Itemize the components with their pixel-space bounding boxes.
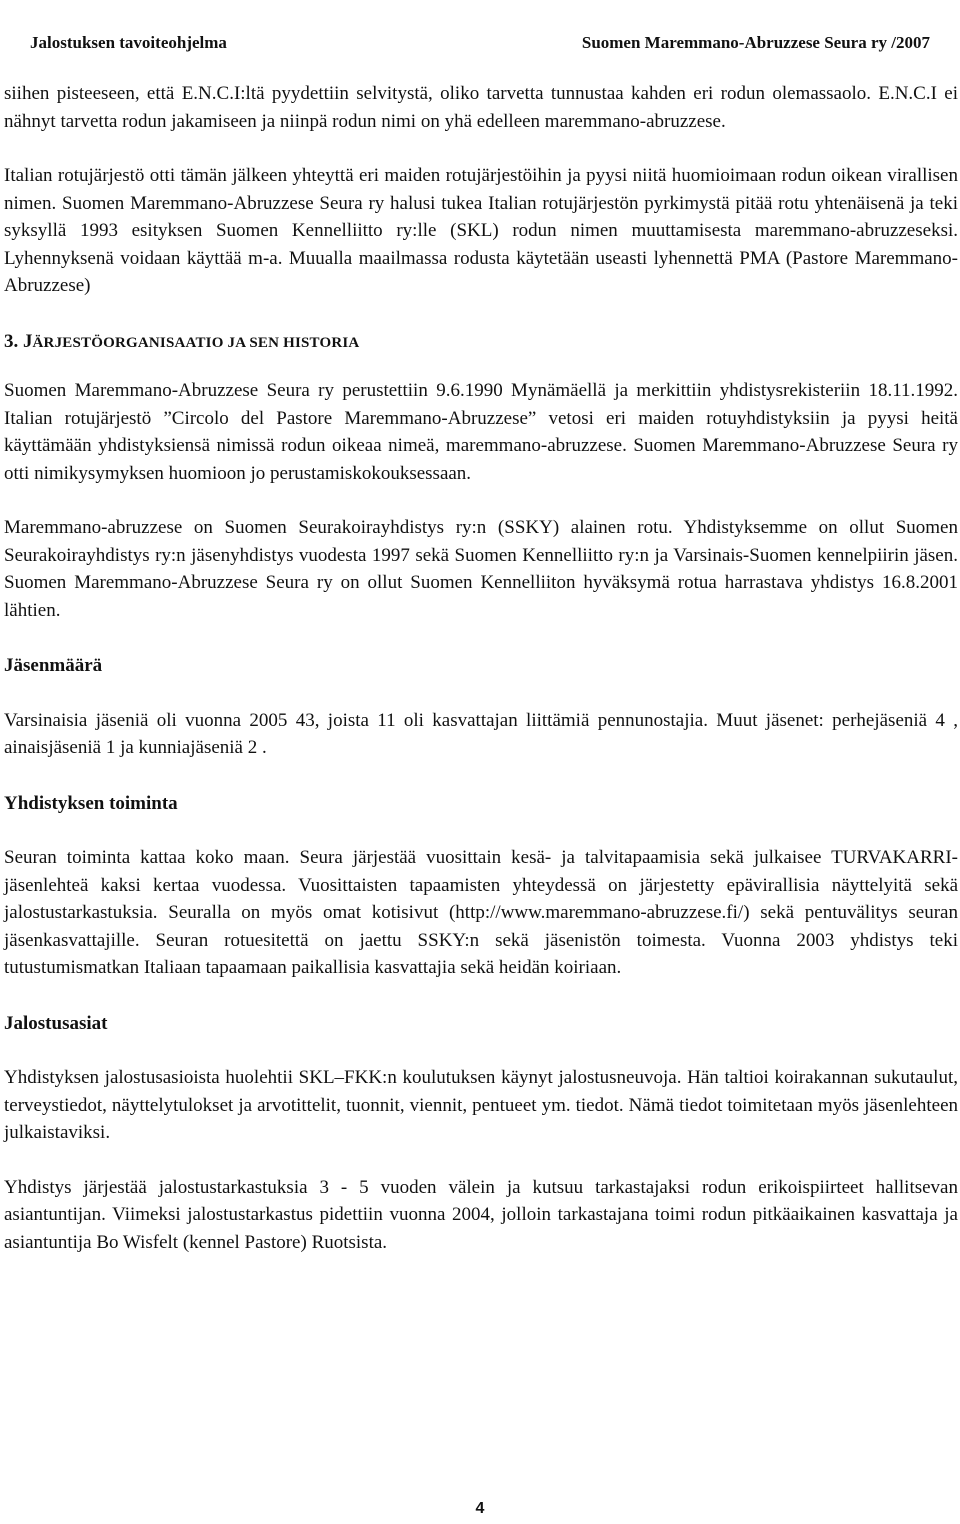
- paragraph-founding: Suomen Maremmano-Abruzzese Seura ry perustettiin 9.6.1990 Mynämäellä ja merkittiin yhdistysrekisteriin 18.11.1992. Italian rotujärjestö ”Circolo del Pastore Maremmano-Abruzzese” vetosi eri maiden rotuyhdistyksiin ja pyysi heitä käyttämään yhdistyksiensä nimissä rodun oikeaa nimeä, maremmano-abruzzese. Suomen Maremmano-Abruzzese Seura ry otti nimikysymyksen huomioon jo perustamiskokouksessaan.: [4, 380, 958, 484]
- paragraph-members: Varsinaisia jäseniä oli vuonna 2005 43, joista 11 oli kasvattajan liittämiä pennunostajia. Muut jäsenet: perhejäseniä 4 , ainaisjäseniä 1 ja kunniajäseniä 2 .: [4, 709, 958, 758]
- section-heading-initial: J: [23, 330, 33, 352]
- paragraph-italian-association: Italian rotujärjestö otti tämän jälkeen yhteyttä eri maiden rotujärjestöihin ja pyysi niitä huomioimaan rodun oikean virallisen nimen. Suomen Maremmano-Abruzzese Seura ry halusi tukea Italian rotujärjestön pyrkimystä pitää rotu yhtenäisenä ja teki syksyllä 1993 esityksen Suomen Kennelliitto ry:lle (SKL) rodun nimen muuttamisesta maremmano-abruzzeseksi. Lyhennyksenä voidaan käyttää m-a. Muualla maailmassa rodusta käytetään useasti lyhennettä PMA (Pastore Maremmano-Abruzzese): [4, 165, 958, 296]
- header-right-title: Suomen Maremmano-Abruzzese Seura ry /2007: [581, 33, 930, 52]
- paragraph-enci: siihen pisteeseen, että E.N.C.I:ltä pyydettiin selvitystä, oliko tarvetta tunnustaa kahden eri rodun olemassaolo. E.N.C.I ei nähnyt tarvetta rodun jakamiseen ja niinpä rodun nimi on yhä edelleen maremmano-abruzzese.: [4, 83, 958, 132]
- paragraph-ssky: Maremmano-abruzzese on Suomen Seurakoirayhdistys ry:n (SSKY) alainen rotu. Yhdistyksemme on ollut Suomen Seurakoirayhdistys ry:n jäsenyhdistys vuodesta 1997 sekä Suomen Kennelliitto ry:n ja Varsinais-Suomen kennelpiirin jäsen. Suomen Maremmano-Abruzzese Seura ry on ollut Suomen Kennelliiton hyväksymä rotua harrastava yhdistys 16.8.2001 lähtien.: [4, 517, 958, 621]
- paragraph-breeding-inspections: Yhdistys järjestää jalostustarkastuksia 3 - 5 vuoden välein ja kutsuu tarkastajaksi rodun erikoispiirteet hallitsevan asiantuntijan. Viimeksi jalostustarkastus pidettiin vuonna 2004, jolloin tarkastajana toimi rodun pitkäaikainen kasvattaja ja asiantuntija Bo Wisfelt (kennel Pastore) Ruotsista.: [4, 1176, 958, 1253]
- subheading-activity: Yhdistyksen toiminta: [4, 792, 178, 814]
- header-left-title: Jalostuksen tavoiteohjelma: [30, 33, 227, 52]
- page-header: [30, 33, 930, 53]
- subheading-breeding: Jalostusasiat: [4, 1012, 108, 1034]
- document-body: [4, 80, 958, 1256]
- section-number: 3.: [4, 330, 23, 352]
- paragraph-breeding-advisor: Yhdistyksen jalostusasioista huolehtii SKL–FKK:n koulutuksen käynyt jalostusneuvoja. Hän taltioi koirakannan sukutaulut, terveystiedot, näyttelytulokset ja arvotittelit, tuonnit, viennit, pentueet ym. tiedot. Nämä tiedot toimitetaan myös jäsenlehteen julkaistaviksi.: [4, 1067, 958, 1143]
- section-heading-3: [4, 328, 958, 358]
- subheading-members: Jäsenmäärä: [4, 655, 103, 676]
- paragraph-activity: Seuran toiminta kattaa koko maan. Seura järjestää vuosittain kesä- ja talvitapaamisia sekä julkaisee TURVAKARRI-jäsenlehteä kaksi kertaa vuodessa. Vuosittaisten tapaamisten yhteydessä on järjestetty epävirallisia näyttelyitä sekä jalostustarkastuksia. Seuralla on myös omat kotisivut (http://www.maremmano-abruzzese.fi/) sekä pentuvälitys seuran jäsenkasvattajille. Seuran rotuesitettä on jaettu SSKY:n sekä jäsenistön toimesta. Vuonna 2003 yhdistys teki tutustumismatkan Italiaan tapaamaan paikallisia kasvattajia sekä heidän koiriaan.: [4, 847, 958, 978]
- page-number: 4: [475, 1500, 485, 1517]
- section-heading-rest: ÄRJESTÖORGANISAATIO JA SEN HISTORIA: [32, 334, 360, 351]
